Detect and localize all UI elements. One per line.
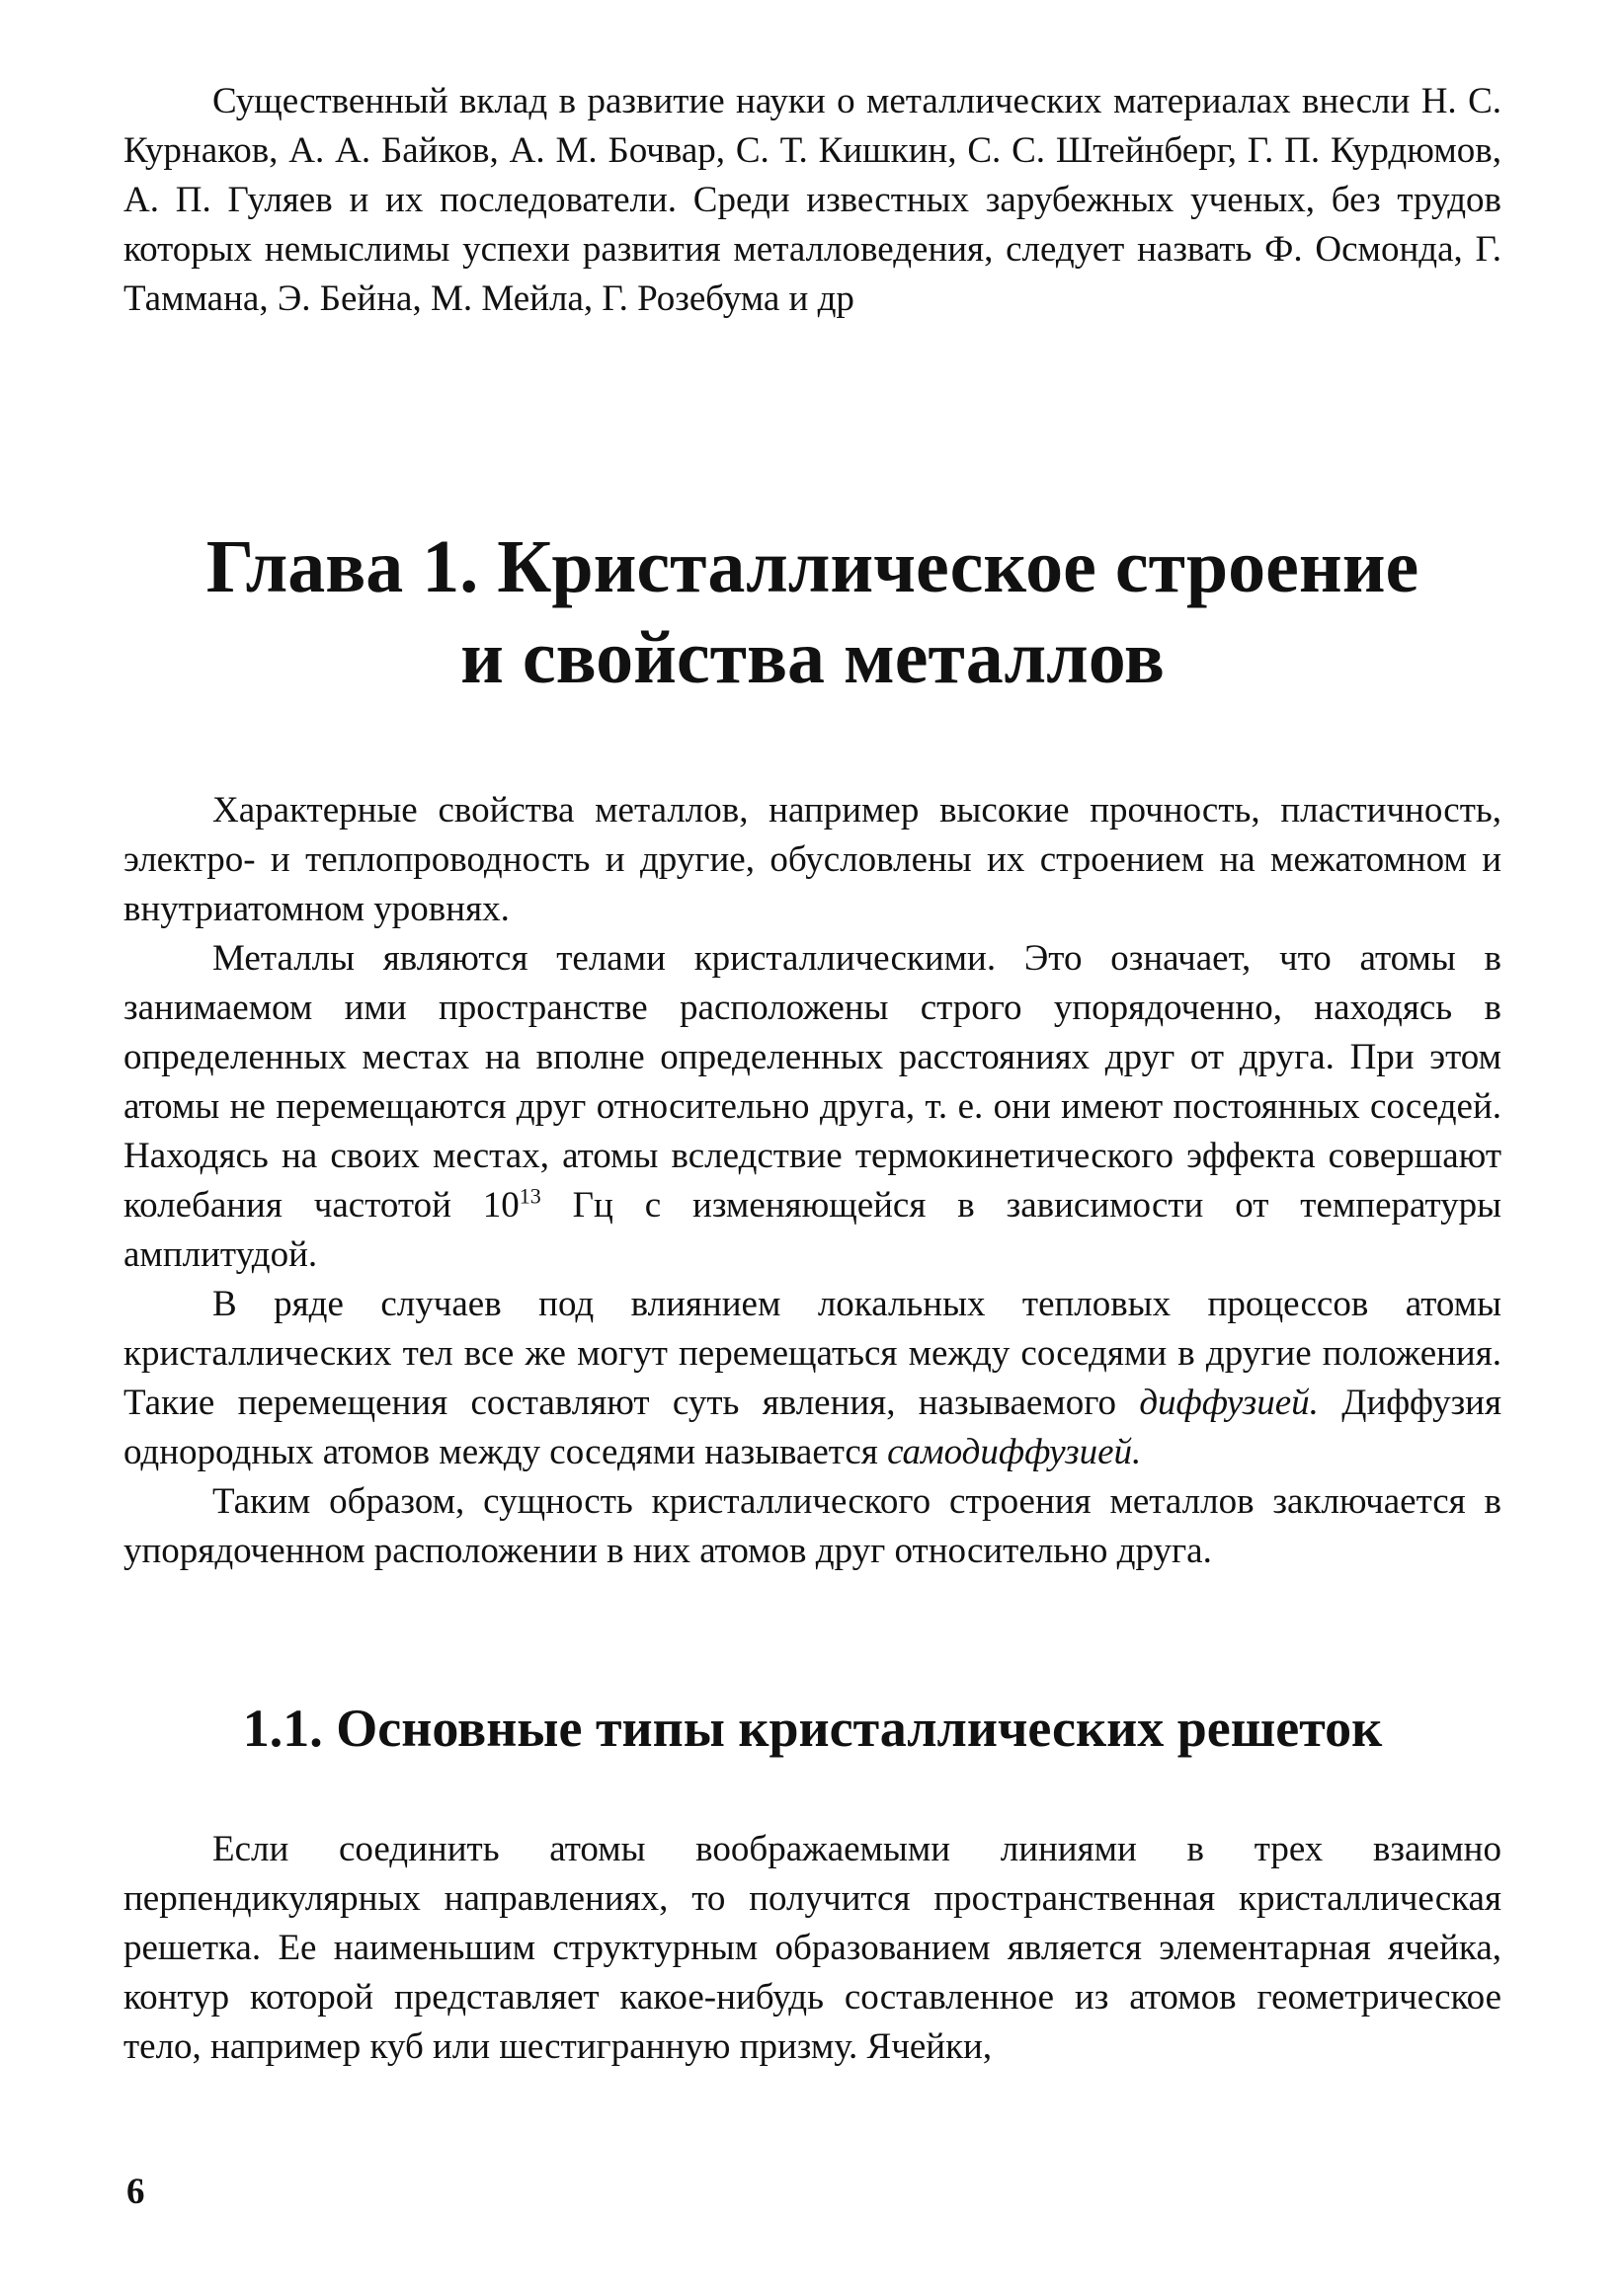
- paragraph-2-tail: Гц с изменяющейся в зависимости от температуры амплитудой.: [123, 1185, 1502, 1275]
- term-diffusion: диффузией.: [1139, 1383, 1319, 1423]
- chapter-heading-block: [123, 521, 1501, 703]
- chapter-title-line-1: Глава 1. Кристаллическое строение: [205, 525, 1419, 608]
- page-content: [123, 69, 1501, 2072]
- chapter-paragraph-3: [123, 1280, 1501, 1477]
- term-self-diffusion: самодиффузией.: [887, 1432, 1142, 1472]
- chapter-paragraph-2: [123, 934, 1501, 1280]
- section-paragraph-1: Если соединить атомы воображаемыми линиями в трех взаимно перпендикулярных направлениях, то получится пространственная кристаллическая решетка. Ее наименьшим структурным образованием является элементарная ячейка, контур которой представляет какое-нибудь составленное из атомов геометрическое тело, например куб или шестигранную призму. Ячейки,: [123, 1829, 1501, 2067]
- section-heading-block: [123, 1697, 1501, 1760]
- chapter-title-line-2: и свойства металлов: [460, 616, 1165, 699]
- frequency-base: 10: [482, 1185, 520, 1226]
- page-number: 6: [126, 2172, 145, 2212]
- frequency-exponent: 13: [519, 1183, 541, 1209]
- section-title: 1.1. Основные типы кристаллических решеток: [242, 1699, 1383, 1758]
- intro-paragraph: Существенный вклад в развитие науки о металлических материалах внесли Н. С. Курнаков, А. А. Байков, А. М. Бочвар, С. Т. Кишкин, С. С. Штейнберг, Г. П. Курдюмов, А. П. Гуляев и их последователи. Среди известных зарубежных ученых, без трудов которых немыслимы успехи развития металловедения, следует назвать Ф. Осмонда, Г. Таммана, Э. Бейна, М. Мейла, Г. Розебума и др: [123, 81, 1501, 319]
- paragraph-3-text-a: В ряде случаев под влиянием локальных тепловых процессов атомы кристаллических тел все же могут перемещаться между соседями в другие положения. Такие перемещения составляют суть явления, называемого: [123, 1284, 1501, 1423]
- chapter-paragraph-4: Таким образом, сущность кристаллического строения металлов заключается в упорядоченном расположении в них атомов друг относительно друга.: [123, 1481, 1501, 1571]
- chapter-title: [123, 521, 1501, 703]
- paragraph-3-text-b: Диффузия однородных атомов между соседями называется: [123, 1383, 1502, 1472]
- frequency-value: [483, 1185, 541, 1226]
- chapter-paragraph-1: Характерные свойства металлов, например высокие прочность, пластичность, электро- и теплопроводность и другие, обусловлены их строением на межатомном и внутриатомном уровнях.: [123, 790, 1501, 929]
- paragraph-2-text: Металлы являются телами кристаллическими. Это означает, что атомы в занимаемом ими пространстве расположены строго упорядоченно, находясь в определенных местах на вполне определенных расстояниях друг от друга. При этом атомы не перемещаются друг относительно друга, т. е. они имеют постоянных соседей. Находясь на своих местах, атомы вследствие термокинетического эффекта совершают колебания частотой: [123, 938, 1501, 1226]
